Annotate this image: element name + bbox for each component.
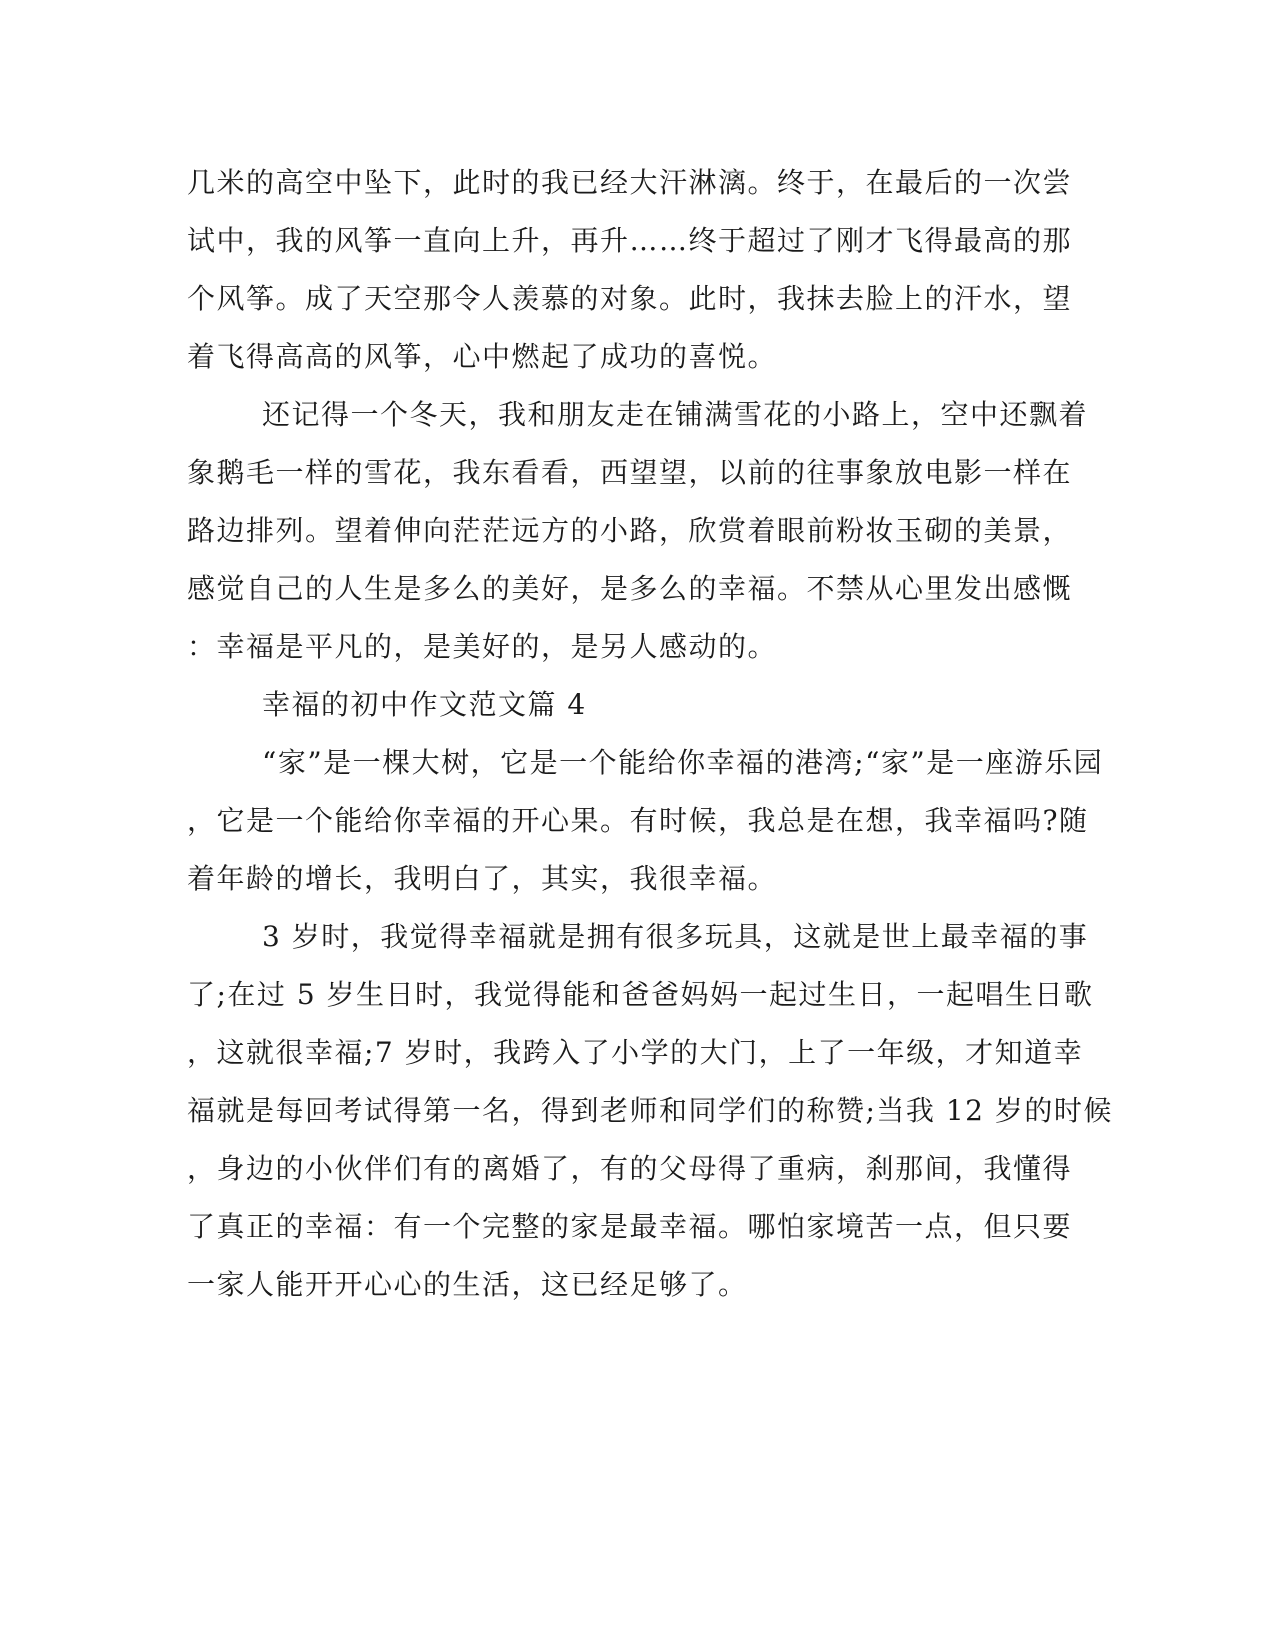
heading-line: 幸福的初中作文范文篇 4 [262,688,587,721]
text-line: 一家人能开开心心的生活，这已经足够了。 [187,1268,748,1301]
text-line: “家”是一棵大树，它是一个能给你幸福的港湾;“家”是一座游乐园 [262,746,1104,779]
text-line: 个风筝。成了天空那令人羡慕的对象。此时，我抹去脸上的汗水，望 [187,282,1073,315]
text-line: 着年龄的增长，我明白了，其实，我很幸福。 [187,862,778,895]
text-line: ，身边的小伙伴们有的离婚了，有的父母得了重病，刹那间，我懂得 [187,1152,1073,1185]
text-line: ，它是一个能给你幸福的开心果。有时候，我总是在想，我幸福吗?随 [187,804,1089,837]
text-line: 感觉自己的人生是多么的美好，是多么的幸福。不禁从心里发出感慨 [187,572,1073,605]
text-line: 着飞得高高的风筝，心中燃起了成功的喜悦。 [187,340,778,373]
text-line: ，这就很幸福;7 岁时，我跨入了小学的大门，上了一年级，才知道幸 [187,1036,1084,1069]
text-line: 了;在过 5 岁生日时，我觉得能和爸爸妈妈一起过生日，一起唱生日歌 [187,978,1094,1011]
text-line: 几米的高空中坠下，此时的我已经大汗淋漓。终于，在最后的一次尝 [187,166,1073,199]
text-line: 了真正的幸福：有一个完整的家是最幸福。哪怕家境苦一点，但只要 [187,1210,1073,1243]
text-line: 福就是每回考试得第一名，得到老师和同学们的称赞;当我 12 岁的时候 [187,1094,1113,1127]
text-line: 路边排列。望着伸向茫茫远方的小路，欣赏着眼前粉妆玉砌的美景， [187,514,1073,547]
text-line: 3 岁时，我觉得幸福就是拥有很多玩具，这就是世上最幸福的事 [262,920,1089,953]
text-line: 试中，我的风筝一直向上升，再升……终于超过了刚才飞得最高的那 [187,224,1073,257]
text-line: ：幸福是平凡的，是美好的，是另人感动的。 [187,630,778,663]
text-line: 象鹅毛一样的雪花，我东看看，西望望，以前的往事象放电影一样在 [187,456,1073,489]
text-line: 还记得一个冬天，我和朋友走在铺满雪花的小路上，空中还飘着 [262,398,1089,431]
